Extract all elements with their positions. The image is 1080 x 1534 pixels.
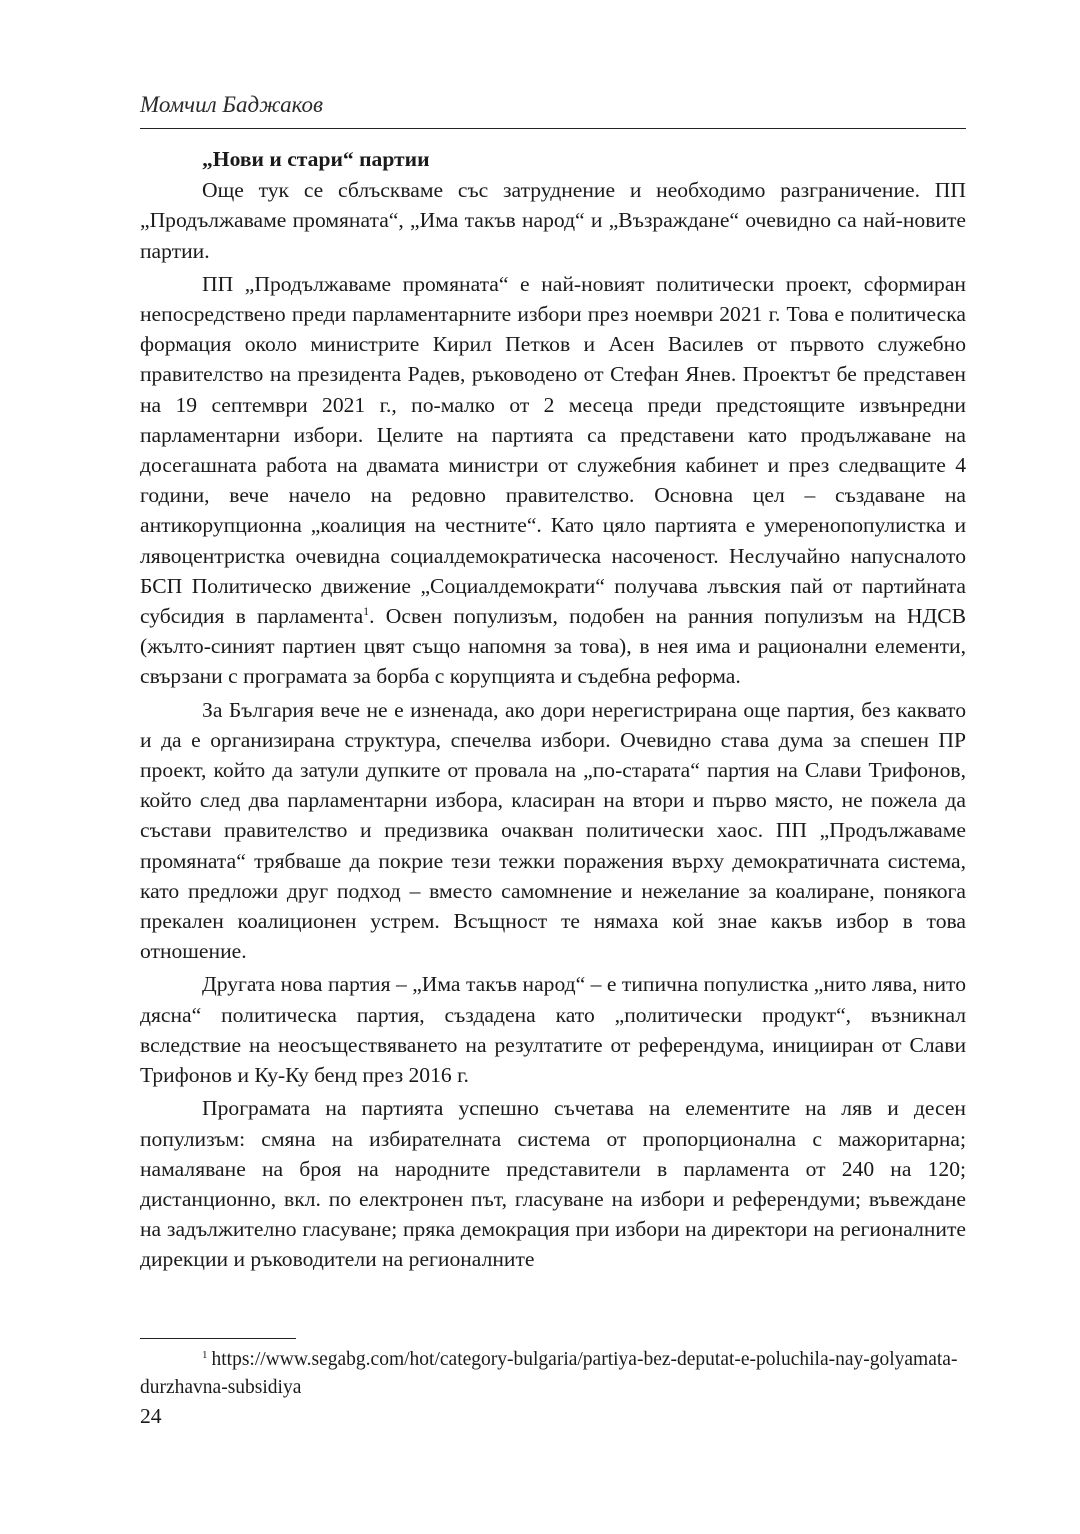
header-rule <box>140 128 966 129</box>
page-number: 24 <box>140 1404 162 1428</box>
paragraph-3: За България вече не е изненада, ако дори нерегистрирана още партия, без каквато и да е организирана структура, спечелва избори. Очевидно става дума за спешен ПР проект, който да затули дупките от провала на „по-старата“ партия на Слави Трифонов, който след два парламентарни избора, класиран на втори и първо място, не пожела да състави правителство и предизвика очакван политически хаос. ПП „Продължаваме промяната“ трябваше да покрие тези тежки поражения върху демократичната система, като предложи друг подход – вместо самомнение и нежелание за коалиране, понякога прекален коалиционен устрем. Всъщност те нямаха кой знае какъв избор в това отношение. <box>140 697 966 964</box>
paragraph-1: Още тук се сблъскваме със затруднение и необходимо разграничение. ПП „Продължаваме промяната“, „Има такъв народ“ и „Възраждане“ очевидно са най-новите партии. <box>140 178 966 263</box>
paragraph-2-continuation: Освен популизъм, подобен на ранния популизъм на НДСВ (жълто-синият партиен цвят също напомня за това), в нея има и рационални елементи, свързани с програмата за борба с корупцията и съдебна реформа. <box>140 604 967 689</box>
footnote <box>140 1346 966 1402</box>
section-heading: „Нови и стари“ партии <box>202 147 430 171</box>
paragraph-2: ПП „Продължаваме промяната“ е най-новият политически проект, сформиран непосредствено преди парламентарните избори през ноември 2021 г. Това е политическа формация около министрите Кирил Петков и Асен Василев от първото служебно правителство на президента Радев, ръководено от Стефан Янев. Проектът бе представен на 19 септември 2021 г., по-малко от 2 месеца преди предстоящите извънредни парламентарни избори. Целите на партията са представени като продължаване на досегашната работа на двамата министри от служебния кабинет и през следващите 4 години, вече начело на редовно правителство. Основна цел – създаване на антикорупционна „коалиция на честните“. Като цяло партията е умеренопопулистка и лявоцентристка очевидна социалдемократическа насоченост. Неслучайно напусналото БСП Политическо движение „Социалдемократи“ получава лъвския пай от партийната субсидия в парламента$^1$. Освен популизъм, подобен на ранния популизъм на НДСВ (жълто-синият партиен цвят също напомня за това), в нея има и рационални елементи, свързани с програмата за борба с корупцията и съдебна реформа. <box>140 271 967 689</box>
footnote-rule <box>140 1338 296 1339</box>
main-text <box>140 144 966 1278</box>
footnote-url[interactable]: https://www.segabg.com/hot/category-bulgaria/partiya-bez-deputat-e-poluchila-nay-golyamata-durzhavna-subsidiya <box>140 1349 958 1398</box>
paragraph-4: Другата нова партия – „Има такъв народ“ – е типична популистка „нито лява, нито дясна“ политическа партия, създадена като „политически продукт“, възникнал вследствие на неосъществяването на резултатите от референдума, инициирaн от Слави Трифонов и Ку-Ку бенд през 2016 г. <box>140 972 966 1088</box>
paragraph-5: Програмата на партията успешно съчетава на елементите на ляв и десен популизъм: смяна на избирателната система от пропорционална с мажоритарна; намаляване на броя на народните представители в парламента от 240 на 120; дистанционно, вкл. по електронен път, гласуване на избори и референдуми; въвеждане на задължително гласуване; пряка демокрация при избори на директори на регионалните дирекции и ръководители на регионалните <box>140 1096 966 1272</box>
footnote-reference[interactable]: 1 <box>363 604 370 619</box>
footnote-marker: 1 <box>202 1349 208 1361</box>
running-head-author: Момчил Баджаков <box>140 92 324 117</box>
paragraph-2-text: ПП „Продължаваме промяната“ е най-новият политически проект, сформиран непосредствено преди парламентарните избори през ноември 2021 г. Това е политическа формация около министрите Кирил Петков и Асен Василев от първото служебно правителство на президента Радев, ръководено от Стефан Янев. Проектът бе представен на 19 септември 2021 г., по-малко от 2 месеца преди предстоящите извънредни парламентарни избори. Целите на партията са представени като продължаване на досегашната работа на двамата министри от служебния кабинет и през следващите 4 години, вече начело на редовно правителство. Основна цел – създаване на антикорупционна „коалиция на честните“. Като цяло партията е умеренопопулистка и лявоцентристка очевидна социалдемократическа насоченост. Неслучайно напусналото БСП Политическо движение „Социалдемократи“ получава лъвския пай от партийната субсидия в парламента <box>140 271 966 629</box>
